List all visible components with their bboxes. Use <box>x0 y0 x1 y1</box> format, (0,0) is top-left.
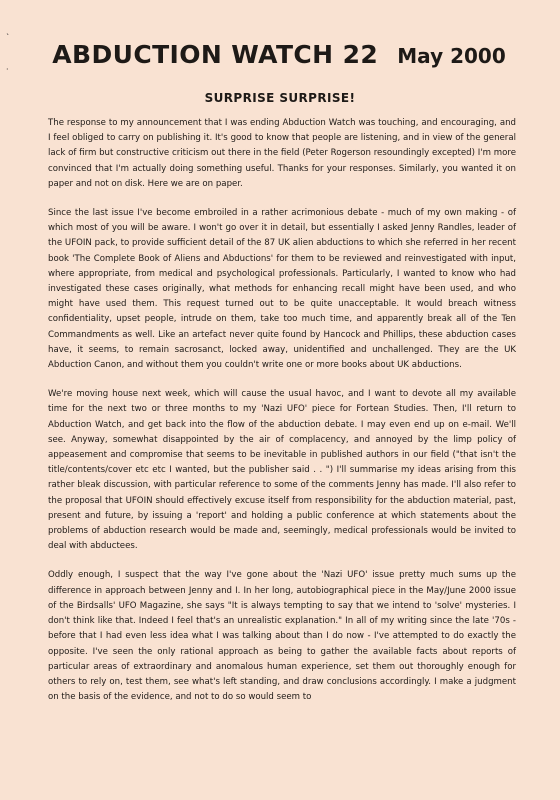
article-headline: SURPRISE SURPRISE! <box>204 91 356 105</box>
scan-speck: · <box>6 65 9 74</box>
paragraph: We're moving house next week, which will cause the usual havoc, and I want to devote all my available time for the next two or three months to my 'Nazi UFO' piece for Fortean Studies. Then, I'll return to Abduction Watch, and get back into the flow of the abduction debate. I may even end up on e-mail. We'll see. Anyway, somewhat disappointed by the air of complacency, and annoyed by the limp policy of appeasement and compromise that seems to be inevitable in published authors in our field ("that isn't the title/contents/cover etc etc I wanted, but the publisher said . . ") I'll summarise my ideas arising from this rather bleak discussion, with particular reference to some of the comments Jenny has made. I'll also refer to the proposal that UFOIN should effectively excuse itself from responsibility for the abduction material, past, present and future, by issuing a 'report' and holding a public conference at which statements about the problems of abduction research would be made and, seemingly, medical professionals would be invited to deal with abductees. <box>48 389 516 552</box>
scan-speck: ` <box>6 33 10 42</box>
paragraph: The response to my announcement that I was ending Abduction Watch was touching, and encouraging, and I feel obliged to carry on publishing it. It's good to know that people are listening, and in view of the general lack of firm but constructive criticism out there in the field (Peter Rogerson resoundingly excepted) I'm more convinced that I'm actually doing something useful. Thanks for your responses. Similarly, you wanted it on paper and not on disk. Here we are on paper. <box>48 118 516 189</box>
masthead <box>48 40 510 69</box>
newsletter-title: ABDUCTION WATCH 22 <box>52 40 379 69</box>
article-body <box>48 116 516 719</box>
paragraph: Oddly enough, I suspect that the way I've gone about the 'Nazi UFO' issue pretty much sums up the difference in approach between Jenny and I. In her long, autobiographical piece in the May/June 2000 issue of the Birdsalls' UFO Magazine, she says "It is always tempting to say that we intend to 'solve' mysteries. I don't think like that. Indeed I feel that's an unrealistic explanation." In all of my writing since the late '70s - before that I had even less idea what I was talking about than I do now - I've attempted to do exactly the opposite. I've seen the only rational approach as being to gather the available facts about reports of particular areas of extraordinary and anomalous human experience, set them out thoroughly enough for others to rely on, test them, see what's left standing, and draw conclusions accordingly. I make a judgment on the basis of the evidence, and not to do so would seem to <box>48 570 516 703</box>
paragraph: Since the last issue I've become embroiled in a rather acrimonious debate - much of my own making - of which most of you will be aware. I won't go over it in detail, but essentially I asked Jenny Randles, leader of the UFOIN pack, to provide sufficient detail of the 87 UK alien abductions to which she referred in her recent book 'The Complete Book of Aliens and Abductions' for them to be reviewed and reinvestigated with input, where appropriate, from medical and psychological professionals. Particularly, I wanted to know who had investigated these cases originally, what methods for enhancing recall might have been used, and who might have used them. This request turned out to be quite unacceptable. It would breach witness confidentiality, upset people, intrude on them, take too much time, and apparently break all of the Ten Commandments as well. Like an artefact never quite found by Hancock and Phillips, these abduction cases have, it seems, to remain sacrosanct, locked away, unidentified and unchallenged. They are the UK Abduction Canon, and without them you couldn't write one or more books about UK abductions. <box>48 208 516 371</box>
issue-date: May 2000 <box>397 44 506 68</box>
